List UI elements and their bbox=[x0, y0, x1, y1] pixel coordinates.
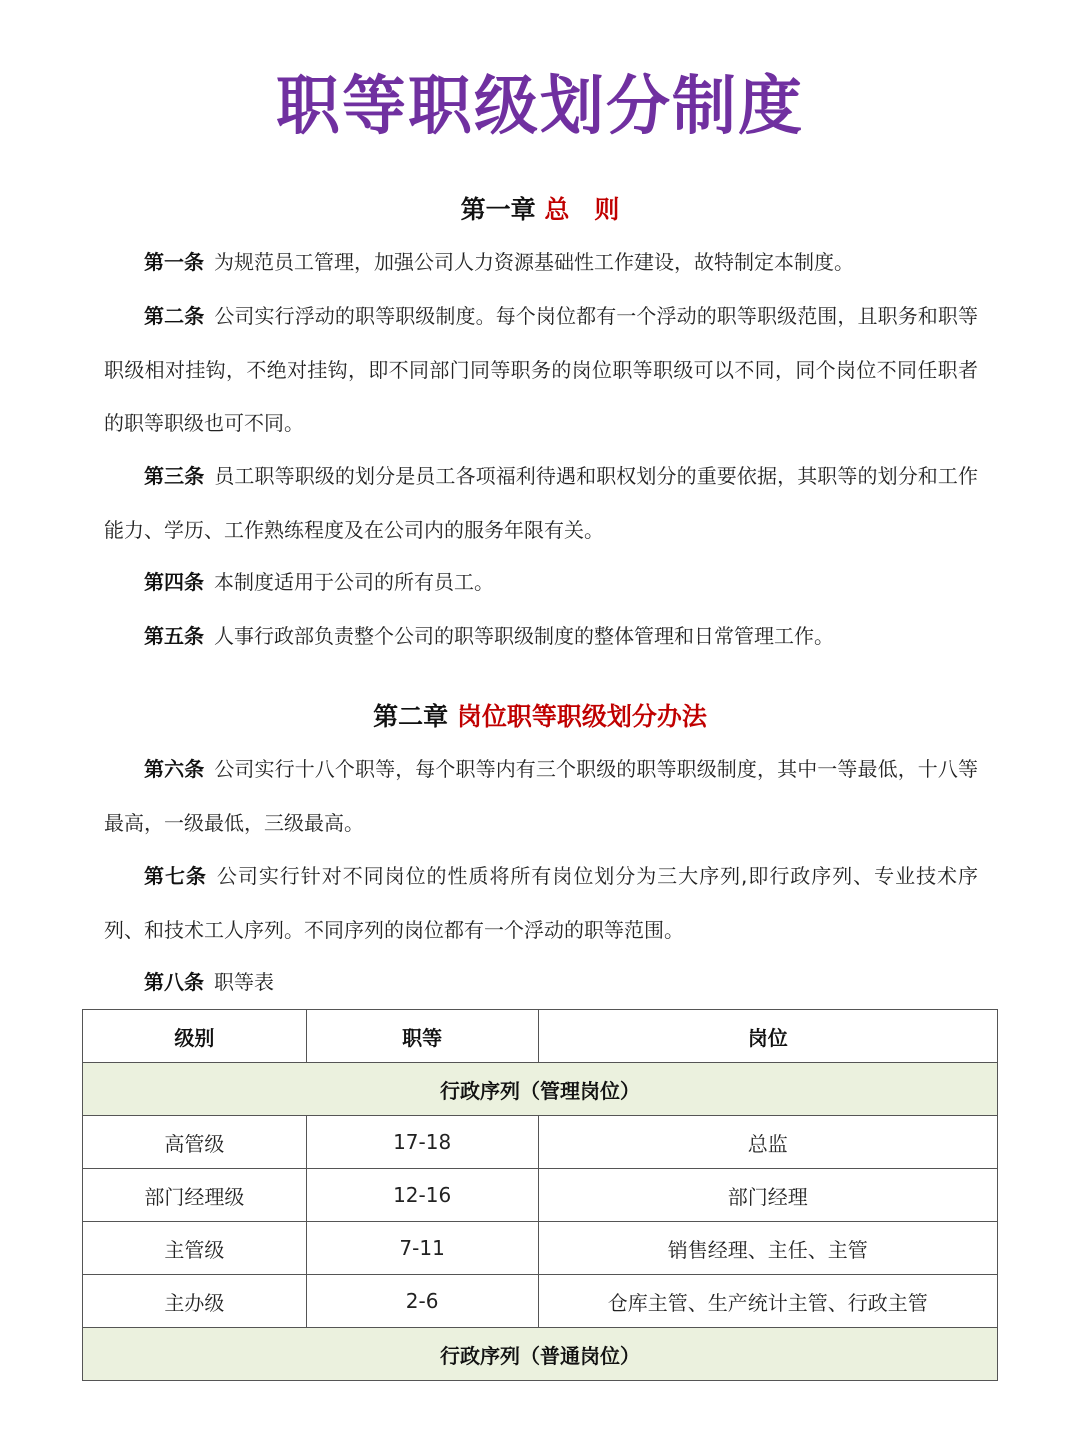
table-section-row bbox=[83, 1328, 998, 1381]
cell-grade: 7-11 bbox=[306, 1222, 538, 1275]
cell-grade: 2-6 bbox=[306, 1275, 538, 1328]
table-row bbox=[83, 1169, 998, 1222]
grade-table bbox=[82, 1009, 998, 1381]
article-6 bbox=[104, 743, 978, 850]
header-grade: 职等 bbox=[306, 1010, 538, 1063]
chapter-1-name: 总 则 bbox=[544, 195, 620, 224]
chapter-1-label: 第一章 bbox=[460, 195, 536, 224]
article-6-num: 第六条 bbox=[144, 757, 205, 781]
article-3-text: 员工职等职级的划分是员工各项福利待遇和职权划分的重要依据，其职等的划分和工作能力、学历、工作熟练程度及在公司内的服务年限有关。 bbox=[104, 464, 979, 542]
table-section-row bbox=[83, 1063, 998, 1116]
section-admin-management: 行政序列（管理岗位） bbox=[83, 1063, 998, 1116]
chapter-1-heading bbox=[0, 192, 1080, 228]
article-4-text: 本制度适用于公司的所有员工。 bbox=[214, 570, 494, 594]
cell-level: 高管级 bbox=[83, 1116, 307, 1169]
article-5-text: 人事行政部负责整个公司的职等职级制度的整体管理和日常管理工作。 bbox=[214, 624, 834, 648]
article-6-text: 公司实行十八个职等，每个职等内有三个职级的职等职级制度，其中一等最低，十八等最高，一级最低，三级最高。 bbox=[104, 757, 979, 835]
article-8 bbox=[104, 956, 978, 1010]
table-row bbox=[83, 1222, 998, 1275]
article-2-text: 公司实行浮动的职等职级制度。每个岗位都有一个浮动的职等职级范围，且职务和职等职级相对挂钩，不绝对挂钩，即不同部门同等职务的岗位职等职级可以不同，同个岗位不同任职者的职等职级也可不同。 bbox=[104, 304, 979, 435]
header-position: 岗位 bbox=[538, 1010, 998, 1063]
article-1-text: 为规范员工管理，加强公司人力资源基础性工作建设，故特制定本制度。 bbox=[214, 250, 854, 274]
document-title: 职等职级划分制度 bbox=[276, 70, 804, 144]
article-1 bbox=[104, 236, 978, 290]
cell-grade: 12-16 bbox=[306, 1169, 538, 1222]
section-admin-general: 行政序列（普通岗位） bbox=[83, 1328, 998, 1381]
chapter-2-label: 第二章 bbox=[373, 702, 449, 731]
article-5 bbox=[104, 610, 978, 664]
cell-position: 仓库主管、生产统计主管、行政主管 bbox=[538, 1275, 998, 1328]
cell-level: 主管级 bbox=[83, 1222, 307, 1275]
article-8-num: 第八条 bbox=[144, 970, 204, 994]
cell-position: 部门经理 bbox=[538, 1169, 998, 1222]
header-level: 级别 bbox=[83, 1010, 307, 1063]
chapter-2-name: 岗位职等职级划分办法 bbox=[456, 702, 707, 731]
article-3 bbox=[104, 450, 978, 557]
cell-position: 销售经理、主任、主管 bbox=[538, 1222, 998, 1275]
article-4 bbox=[104, 556, 978, 610]
table-header-row bbox=[83, 1010, 998, 1063]
table-row bbox=[83, 1116, 998, 1169]
cell-level: 部门经理级 bbox=[83, 1169, 307, 1222]
cell-position: 总监 bbox=[538, 1116, 998, 1169]
table-row bbox=[83, 1275, 998, 1328]
article-4-num: 第四条 bbox=[144, 570, 204, 594]
article-3-num: 第三条 bbox=[144, 464, 205, 488]
article-7-text: 公司实行针对不同岗位的性质将所有岗位划分为三大序列,即行政序列、专业技术序列、和技术工人序列。不同序列的岗位都有一个浮动的职等范围。 bbox=[104, 864, 979, 942]
article-5-num: 第五条 bbox=[144, 624, 204, 648]
article-8-text: 职等表 bbox=[214, 970, 274, 994]
article-2-num: 第二条 bbox=[144, 304, 205, 328]
chapter-2-heading bbox=[0, 699, 1080, 735]
article-7-num: 第七条 bbox=[144, 864, 207, 888]
article-1-num: 第一条 bbox=[144, 250, 204, 274]
article-2 bbox=[104, 290, 978, 451]
article-7 bbox=[104, 850, 978, 957]
cell-level: 主办级 bbox=[83, 1275, 307, 1328]
cell-grade: 17-18 bbox=[306, 1116, 538, 1169]
